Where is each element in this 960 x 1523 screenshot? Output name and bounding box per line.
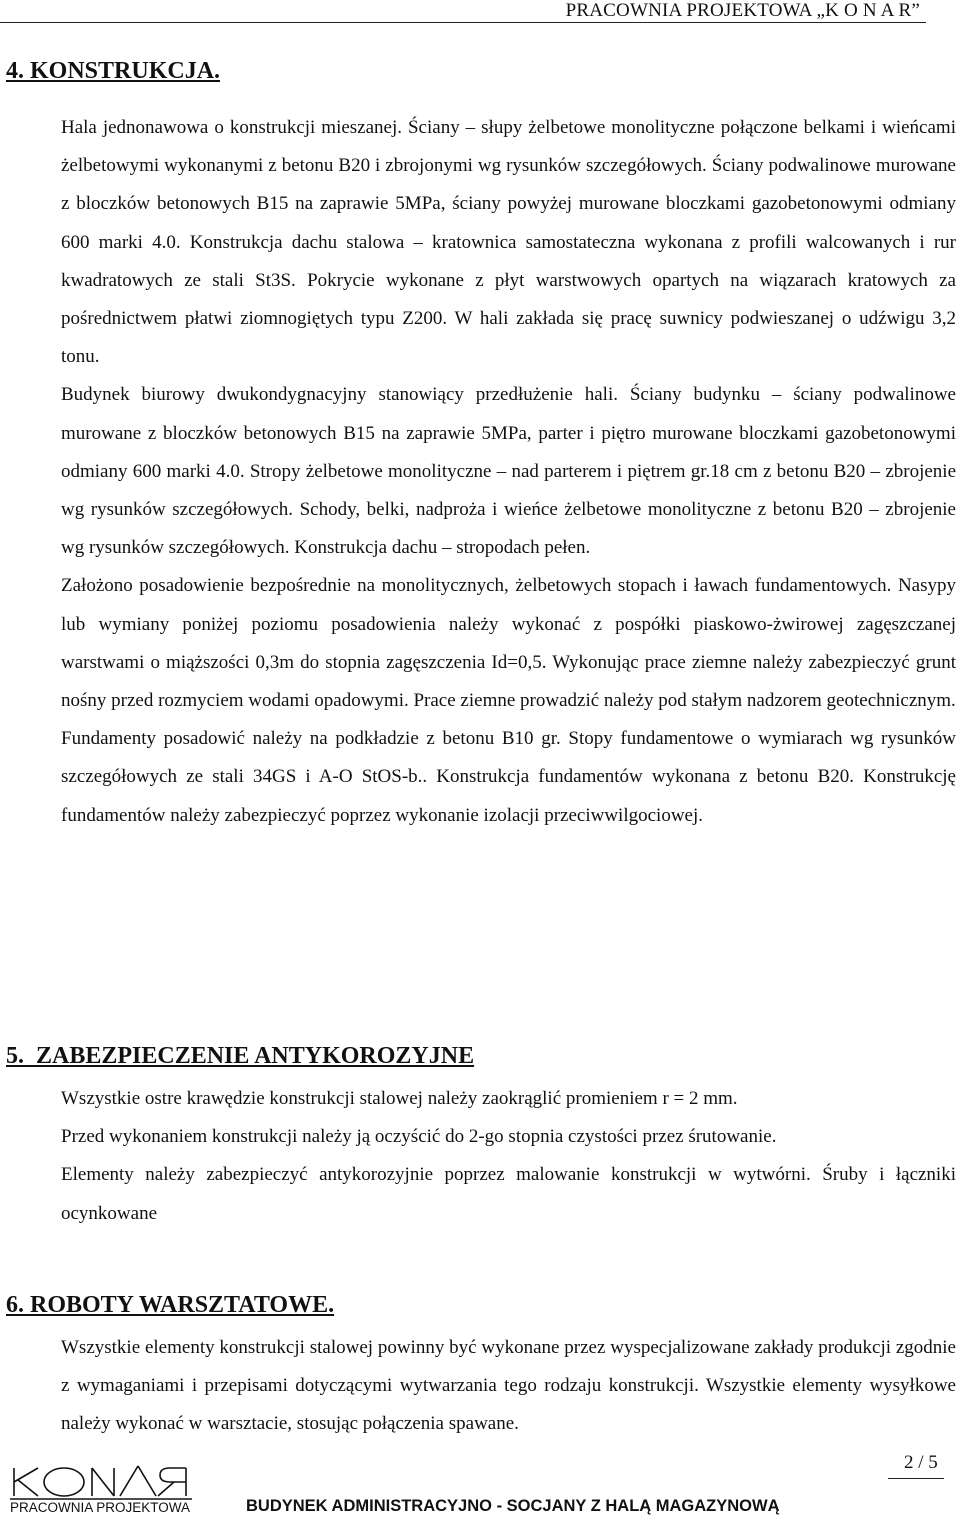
section-heading-roboty: 6. ROBOTY WARSZTATOWE. [6,1292,335,1318]
logo-subtitle: PRACOWNIA PROJEKTOWA [10,1500,191,1515]
header-rule [0,22,926,23]
footer-rule [888,1478,944,1479]
section-body-konstrukcja [61,109,956,835]
section-heading-zabezpieczenie: 5. ZABEZPIECZENIE ANTYKOROZYJNE [6,1043,475,1069]
paragraph: Przed wykonaniem konstrukcji należy ją oczyścić do 2-go stopnia czystości przez śrutowanie. [61,1126,777,1148]
header-title: PRACOWNIA PROJEKTOWA „K O N A R” [565,0,920,21]
paragraph: Hala jednonawowa o konstrukcji mieszanej. Ściany – słupy żelbetowe monolityczne połączone belkami i wieńcami żelbetowymi wykonanymi z betonu B20 i zbrojonymi wg rysunków szczegółowych. Ściany podwalinowe murowane z bloczków betonowych B15 na zaprawie 5MPa, ściany powyżej murowane bloczkami gazobetonowymi odmiany 600 marki 4.0. Konstrukcja dachu stalowa – kratownica samostateczna wykonana z profili walcowanych i rur kwadratowych ze stali St3S. Pokrycie wykonane z płyt warstwowych opartych na wiązarach kratowych za pośrednictwem płatwi ziomnogiętych typu Z200. W hali zakłada się pracę suwnicy podwieszanej o udźwigu 3,2 tonu. [61,117,956,368]
page-header [0,0,960,24]
paragraph: Elementy należy zabezpieczyć antykorozyjnie poprzez malowanie konstrukcji w wytwórni. Śruby i łączniki ocynkowane [61,1164,956,1224]
page-number: 2 / 5 [904,1452,938,1473]
paragraph: Założono posadowienie bezpośrednie na monolitycznych, żelbetowych stopach i ławach fundamentowych. Nasypy lub wymiany poniżej poziomu posadowienia należy wykonać z pospółki piaskowo-żwirowej zagęszczanej warstwami o miąższości 0,3m do stopnia zagęszczenia Id=0,5. Wykonując prace ziemne należy zabezpieczyć grunt nośny przed rozmyciem wodami opadowymi. Prace ziemne prowadzić należy pod stałym nadzorem geotechnicznym. [61,575,956,712]
paragraph: Wszystkie elementy konstrukcji stalowej powinny być wykonane przez wyspecjalizowane zakłady produkcji zgodnie z wymaganiami i przepisami dotyczącymi wytwarzania tego rodzaju konstrukcji. Wszystkie elementy wysyłkowe należy wykonać w warsztacie, stosując połączenia spawane. [61,1337,956,1435]
konar-logo [8,1462,196,1518]
section-body-zabezpieczenie [61,1080,956,1233]
section-heading-konstrukcja: 4. KONSTRUKCJA. [6,58,221,84]
paragraph: Fundamenty posadowić należy na podkładzie z betonu B10 gr. Stopy fundamentowe o wymiarach wg rysunków szczegółowych ze stali 34GS i A-O StOS-b.. Konstrukcja fundamentów wykonana z betonu B20. Konstrukcję fundamentów należy zabezpieczyć poprzez wykonanie izolacji przeciwwilgociowej. [61,728,956,826]
paragraph: Budynek biurowy dwukondygnacyjny stanowiący przedłużenie hali. Ściany budynku – ściany podwalinowe murowane z bloczków betonowych B15 na zaprawie 5MPa, parter i piętro murowane bloczkami gazobetonowymi odmiany 600 marki 4.0. Stropy żelbetowe monolityczne – nad parterem i piętrem gr.18 cm z betonu B20 – zbrojenie wg rysunków szczegółowych. Schody, belki, nadproża i wieńce żelbetowe monolityczne z betonu B20 – zbrojenie wg rysunków szczegółowych. Konstrukcja dachu – stropodach pełen. [61,384,956,559]
section-body-roboty [61,1329,956,1444]
footer-title: BUDYNEK ADMINISTRACYJNO - SOCJANY Z HALĄ MAGAZYNOWĄ [246,1497,780,1515]
logo-letters-icon [8,1462,194,1500]
paragraph: Wszystkie ostre krawędzie konstrukcji stalowej należy zaokrąglić promieniem r = 2 mm. [61,1088,738,1109]
